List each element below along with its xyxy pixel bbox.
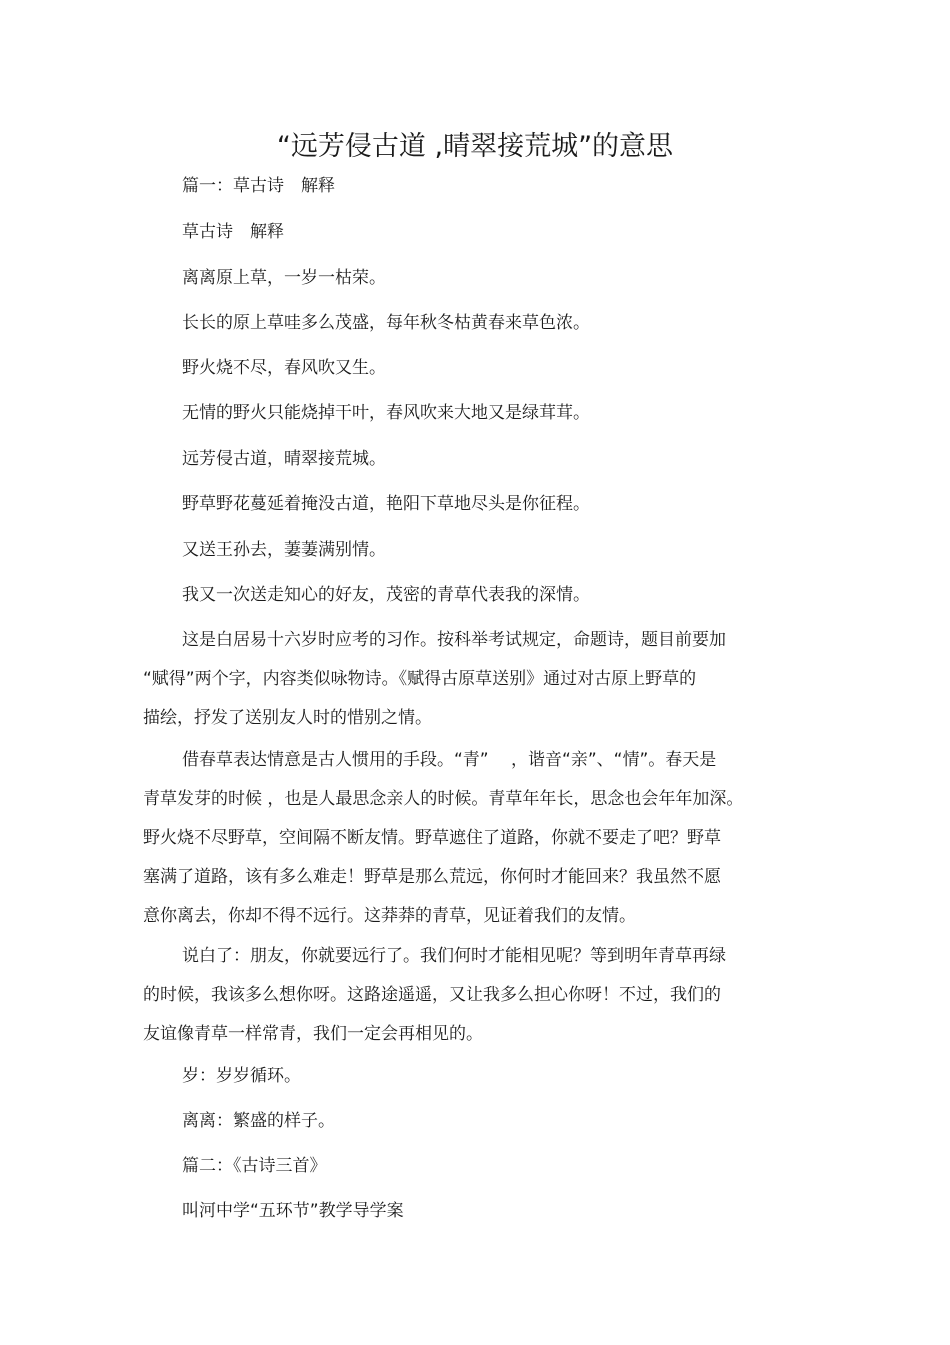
paragraph-line: 借春草表达情意是古人惯用的手段。“青” ，谐音“亲”、“情”。春天是 xyxy=(182,750,717,770)
subheading: 草古诗 解释 xyxy=(182,222,284,242)
section-heading-1: 篇一：草古诗 解释 xyxy=(182,176,335,196)
poem-translation-4: 我又一次送走知心的好友，茂密的青草代表我的深情。 xyxy=(182,585,590,605)
paragraph-line: “赋得”两个字，内容类似咏物诗。《赋得古原草送别》通过对古原上野草的 xyxy=(143,669,697,689)
poem-line-1: 离离原上草，一岁一枯荣。 xyxy=(182,268,386,288)
paragraph-background xyxy=(143,628,803,745)
poem-translation-2: 无情的野火只能烧掉干叶，春风吹来大地又是绿茸茸。 xyxy=(182,403,590,423)
paragraph-line: 友谊像青草一样常青，我们一定会再相见的。 xyxy=(143,1024,483,1044)
paragraph-line: 描绘，抒发了送别友人时的惜别之情。 xyxy=(143,708,432,728)
paragraph-line: 野火烧不尽野草，空间隔不断友情。野草遮住了道路，你就不要走了吧？野草 xyxy=(143,828,721,848)
paragraph-line: 意你离去，你却不得不远行。这莽莽的青草，见证着我们的友情。 xyxy=(143,906,636,926)
poem-translation-1: 长长的原上草哇多么茂盛，每年秋冬枯黄春来草色浓。 xyxy=(182,313,590,333)
poem-translation-3: 野草野花蔓延着掩没古道，艳阳下草地尽头是你征程。 xyxy=(182,494,590,514)
note-line-1: 岁：岁岁循环。 xyxy=(182,1066,301,1086)
paragraph-plain-summary xyxy=(143,944,803,1061)
paragraph-line: 的时候，我该多么想你呀。这路途遥遥，又让我多么担心你呀！不过，我们的 xyxy=(143,985,721,1005)
document-title: “远芳侵古道 ,晴翠接荒城”的意思 xyxy=(276,131,674,162)
poem-line-3: 远芳侵古道，晴翠接荒城。 xyxy=(182,449,386,469)
paragraph-line: 塞满了道路，该有多么难走！野草是那么荒远，你何时才能回来？我虽然不愿 xyxy=(143,867,721,887)
poem-line-4: 又送王孙去，萋萋满别情。 xyxy=(182,540,386,560)
paragraph-analysis xyxy=(143,748,803,943)
paragraph-line: 说白了：朋友，你就要远行了。我们何时才能相见呢？等到明年青草再绿 xyxy=(182,946,726,966)
section-heading-2: 篇二：《古诗三首》 xyxy=(182,1156,327,1176)
paragraph-line: 这是白居易十六岁时应考的习作。按科举考试规定，命题诗，题目前要加 xyxy=(182,630,726,650)
poem-line-2: 野火烧不尽，春风吹又生。 xyxy=(182,358,386,378)
note-line-2: 离离：繁盛的样子。 xyxy=(182,1111,335,1131)
paragraph-line: 青草发芽的时候 ，也是人最思念亲人的时候。青草年年长，思念也会年年加深。 xyxy=(143,789,744,809)
school-heading: 叫河中学“五环节”教学导学案 xyxy=(182,1201,404,1221)
